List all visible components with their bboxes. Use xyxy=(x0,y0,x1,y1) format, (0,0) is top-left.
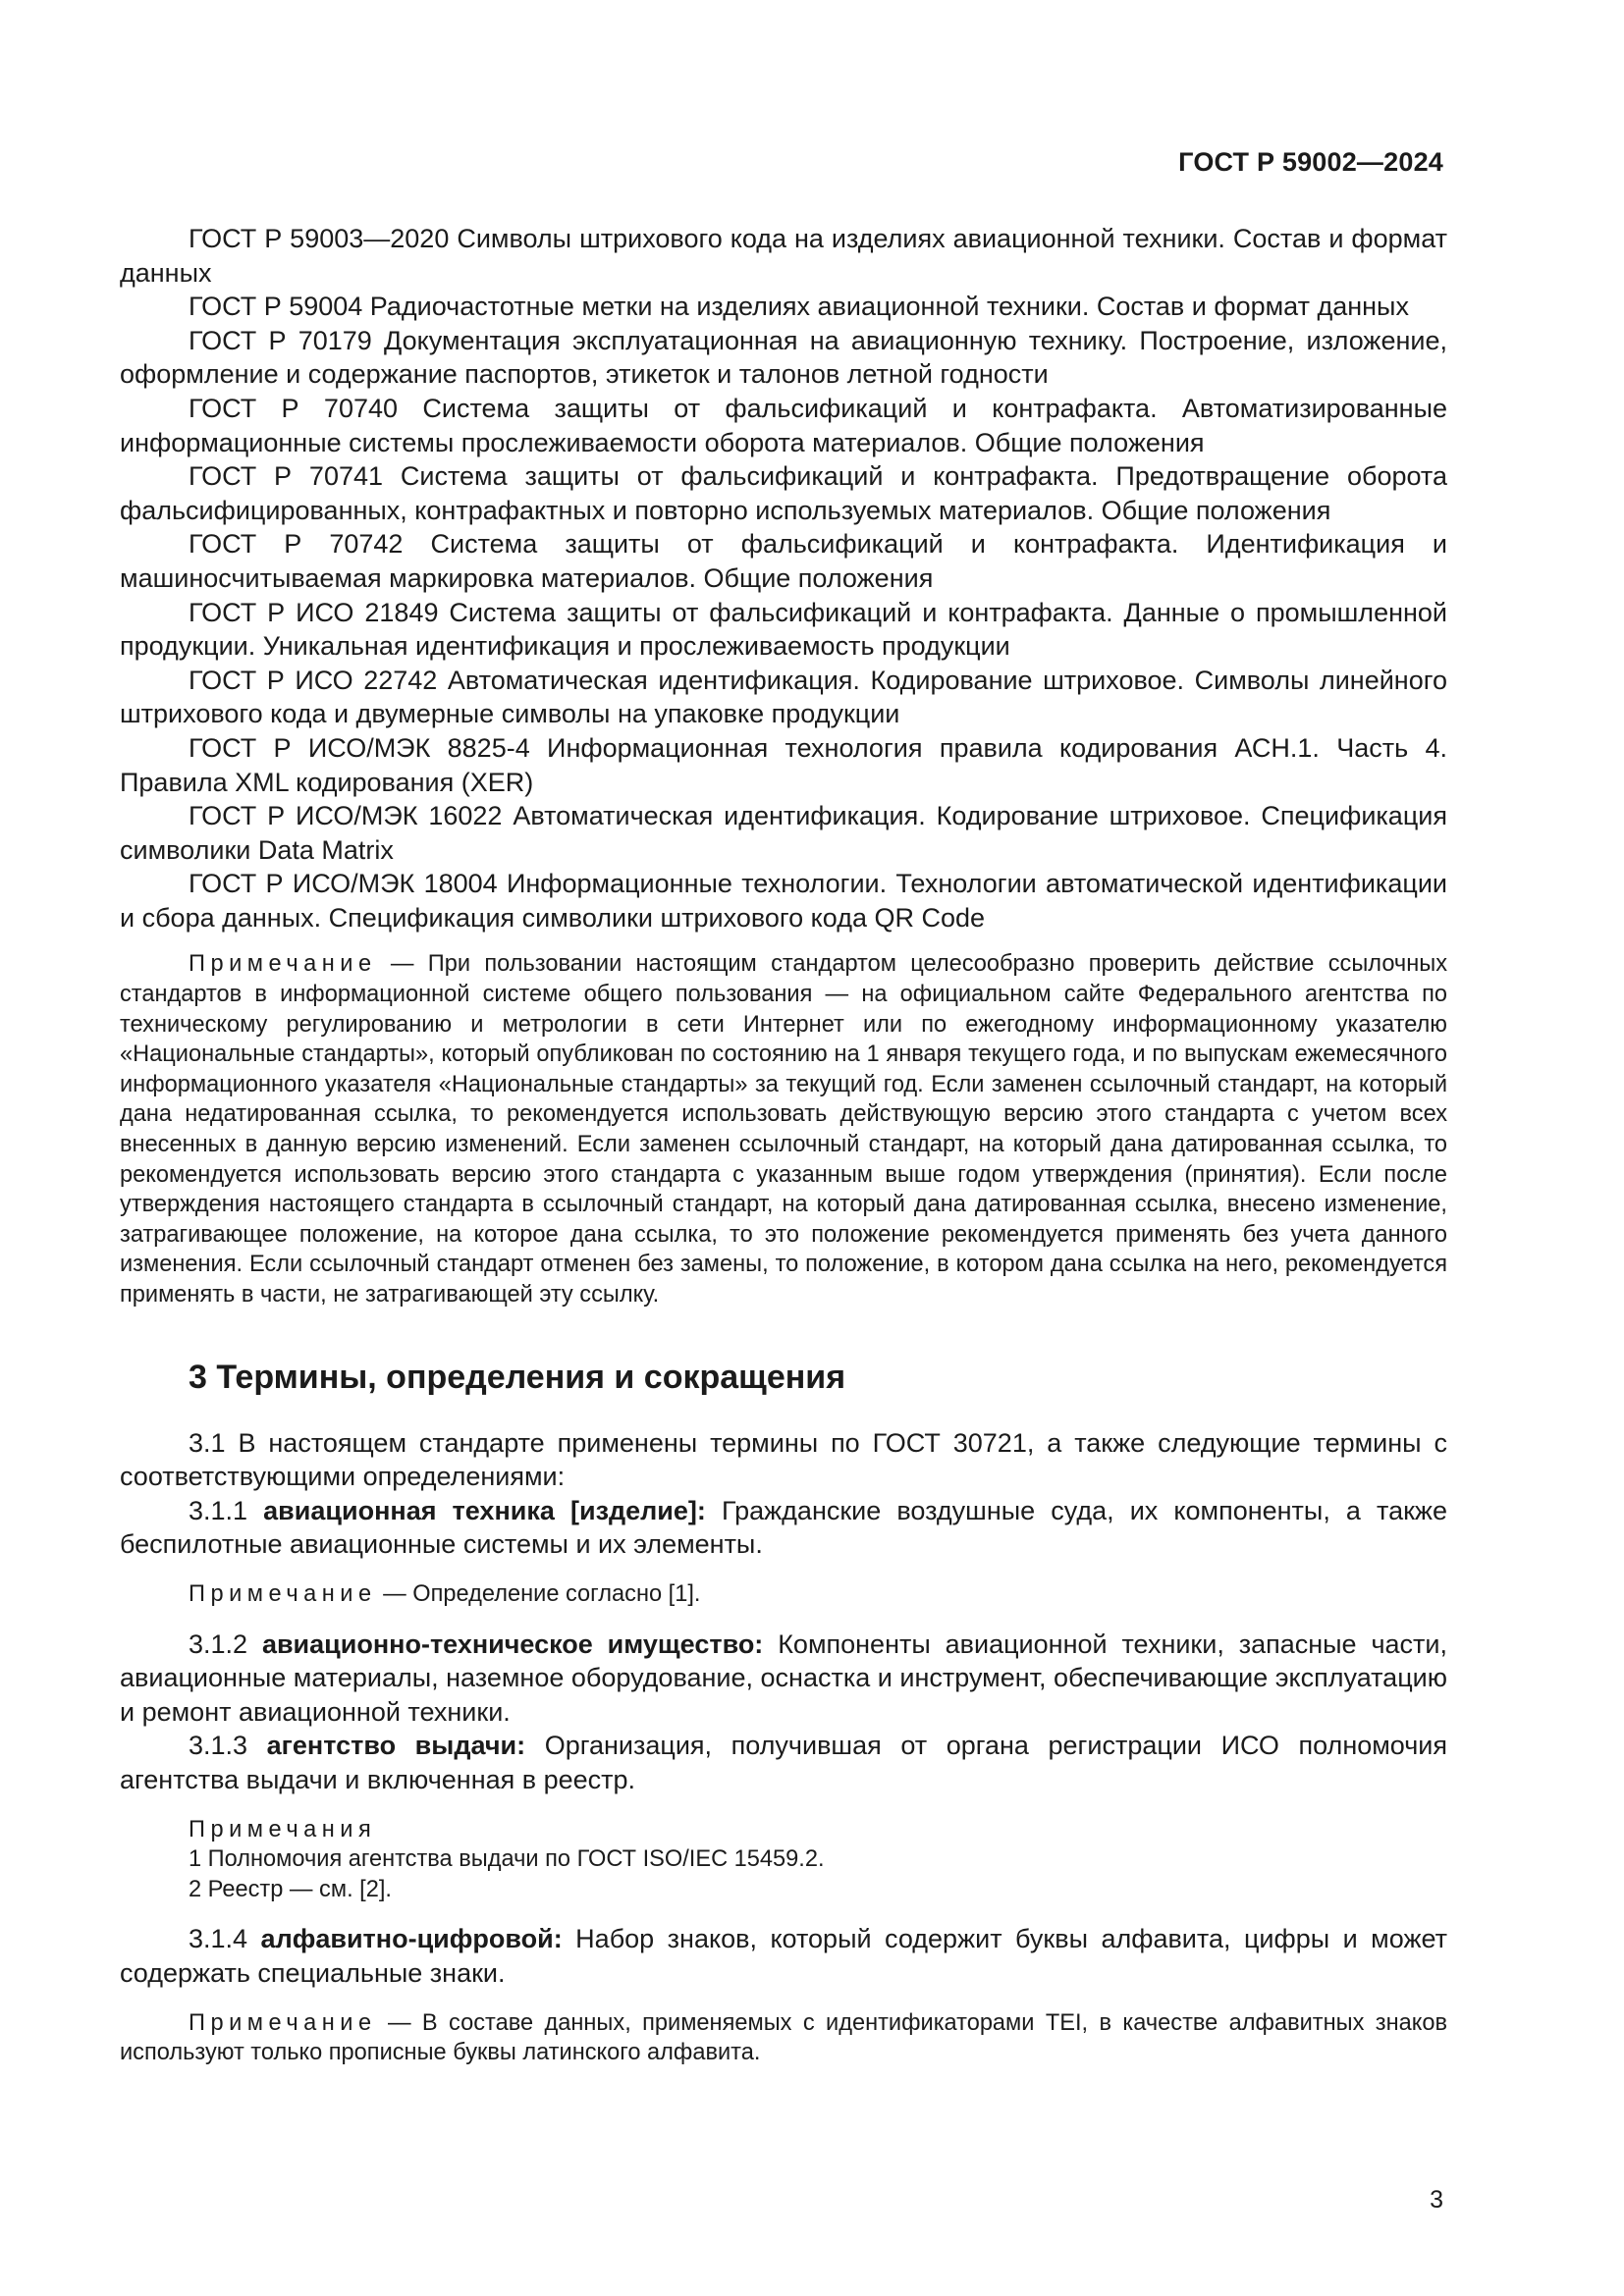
term-number: 3.1.4 xyxy=(189,1924,261,1954)
term-definition: Организация, получившая от органа регистрации ИСО полномочия агентства выдачи и включенная в реестр. xyxy=(120,1731,1447,1794)
reference-item: ГОСТ Р 59004 Радиочастотные метки на изделиях авиационной техники. Состав и формат данных xyxy=(189,292,1409,322)
reference-item: ГОСТ Р ИСО 21849 Система защиты от фальсификаций и контрафакта. Данные о промышленной продукции. Уникальная идентификация и прослеживаемость продукции xyxy=(120,597,1447,662)
note-item: 2 Реестр — см. [2]. xyxy=(189,1876,392,1902)
reference-item: ГОСТ Р ИСО/МЭК 8825-4 Информационная технология правила кодирования АСН.1. Часть 4. Правила XML кодирования (XER) xyxy=(120,732,1447,797)
references-note xyxy=(120,949,1447,1309)
term-number: 3.1.1 xyxy=(189,1495,264,1525)
term-3-1-1 xyxy=(120,1494,1447,1562)
reference-item: ГОСТ Р 70741 Система защиты от фальсификаций и контрафакта. Предотвращение оборота фальсифицированных, контрафактных и повторно используемых материалов. Общие положения xyxy=(120,461,1447,525)
section-heading: 3 Термины, определения и сокращения xyxy=(189,1358,846,1396)
note-text: — В составе данных, применяемых с идентификаторами TEI, в качестве алфавитных знаков используют только прописные буквы латинского алфавита. xyxy=(120,2009,1447,2066)
reference-item: ГОСТ Р ИСО/МЭК 18004 Информационные технологии. Технологии автоматической идентификации и сбора данных. Спецификация символики штрихового кода QR Code xyxy=(120,869,1447,933)
notes-label xyxy=(120,1815,1447,1845)
normative-references-list xyxy=(120,222,1447,934)
term-name: авиационно-техническое имущество: xyxy=(261,1629,764,1659)
term-3-1-2 xyxy=(120,1628,1447,1730)
paragraph-3-1: 3.1 В настоящем стандарте применены термины по ГОСТ 30721, а также следующие термины с соответствующими определениями: xyxy=(120,1427,1447,1492)
page-number: 3 xyxy=(1430,2186,1443,2214)
term-3-1-4-note xyxy=(120,2008,1447,2068)
reference-item: ГОСТ Р 70179 Документация эксплуатационная на авиационную технику. Построение, изложение, оформление и содержание паспортов, этикеток и талонов летной годности xyxy=(120,325,1447,390)
term-number: 3.1.2 xyxy=(189,1629,262,1659)
reference-item: ГОСТ Р 70742 Система защиты от фальсификаций и контрафакта. Идентификация и машиносчитываемая маркировка материалов. Общие положения xyxy=(120,529,1447,593)
note-label: Примечание xyxy=(189,2009,377,2036)
term-3-1-1-note xyxy=(120,1579,1447,1610)
term-number: 3.1.3 xyxy=(189,1731,267,1761)
reference-item: ГОСТ Р ИСО 22742 Автоматическая идентификация. Кодирование штриховое. Символы линейного штрихового кода и двумерные символы на упаковке продукции xyxy=(120,665,1447,729)
note-label: Примечание xyxy=(189,1580,377,1607)
page-content xyxy=(120,222,1447,2068)
reference-item: ГОСТ Р ИСО/МЭК 16022 Автоматическая идентификация. Кодирование штриховое. Спецификация символики Data Matrix xyxy=(120,801,1447,865)
note-text: — Определение согласно [1]. xyxy=(376,1580,701,1607)
term-name: авиационная техника [изделие]: xyxy=(263,1495,706,1525)
reference-item: ГОСТ Р 70740 Система защиты от фальсификаций и контрафакта. Автоматизированные информационные системы прослеживаемости оборота материалов. Общие положения xyxy=(120,393,1447,457)
term-name: агентство выдачи: xyxy=(266,1731,526,1761)
term-definition: Компоненты авиационной техники, запасные части, авиационные материалы, наземное оборудование, оснастка и инструмент, обеспечивающие эксплуатацию и ремонт авиационной техники. xyxy=(120,1629,1447,1727)
note-text: — При пользовании настоящим стандартом целесообразно проверить действие ссылочных стандартов в информационной системе общего пользования — на официальном сайте Федерального агентства по техническому регулированию и метрологии в сети Интернет или по ежегодному информационному указателю «Национальные стандарты», который опубликован по состоянию на 1 января текущего года, и по выпускам ежемесячного информационного указателя «Национальные стандарты» за текущий год. Если заменен ссылочный стандарт, на который дана недатированная ссылка, то рекомендуется использовать действующую версию этого стандарта с учетом всех внесенных в данную версию изменений. Если заменен ссылочный стандарт, на который дана датированная ссылка, то рекомендуется использовать версию этого стандарта с указанным выше годом утверждения (принятия). Если после утверждения настоящего стандарта в ссылочный стандарт, на который дана датированная ссылка, внесено изменение, затрагивающее положение, на которое дана ссылка, то это положение рекомендуется применять без учета данного изменения. Если ссылочный стандарт отменен без замены, то положение, в котором дана ссылка на него, рекомендуется применять в части, не затрагивающей эту ссылку. xyxy=(120,951,1447,1308)
note-label: Примечание xyxy=(189,951,377,978)
term-definition: Гражданские воздушные суда, их компоненты, а также беспилотные авиационные системы и их элементы. xyxy=(120,1495,1447,1560)
note-item: 1 Полномочия агентства выдачи по ГОСТ ISO/IEC 15459.2. xyxy=(189,1846,825,1873)
term-3-1-3 xyxy=(120,1729,1447,1796)
document-header: ГОСТ Р 59002—2024 xyxy=(1178,147,1443,177)
term-3-1-4 xyxy=(120,1922,1447,1990)
term-name: алфавитно-цифровой: xyxy=(260,1924,563,1954)
term-3-1-3-notes xyxy=(120,1815,1447,1905)
reference-item: ГОСТ Р 59003—2020 Символы штрихового кода на изделиях авиационной техники. Состав и формат данных xyxy=(120,224,1447,288)
notes-label-text: Примечания xyxy=(189,1816,377,1842)
term-definition: Набор знаков, который содержит буквы алфавита, цифры и может содержать специальные знаки. xyxy=(120,1924,1448,1988)
